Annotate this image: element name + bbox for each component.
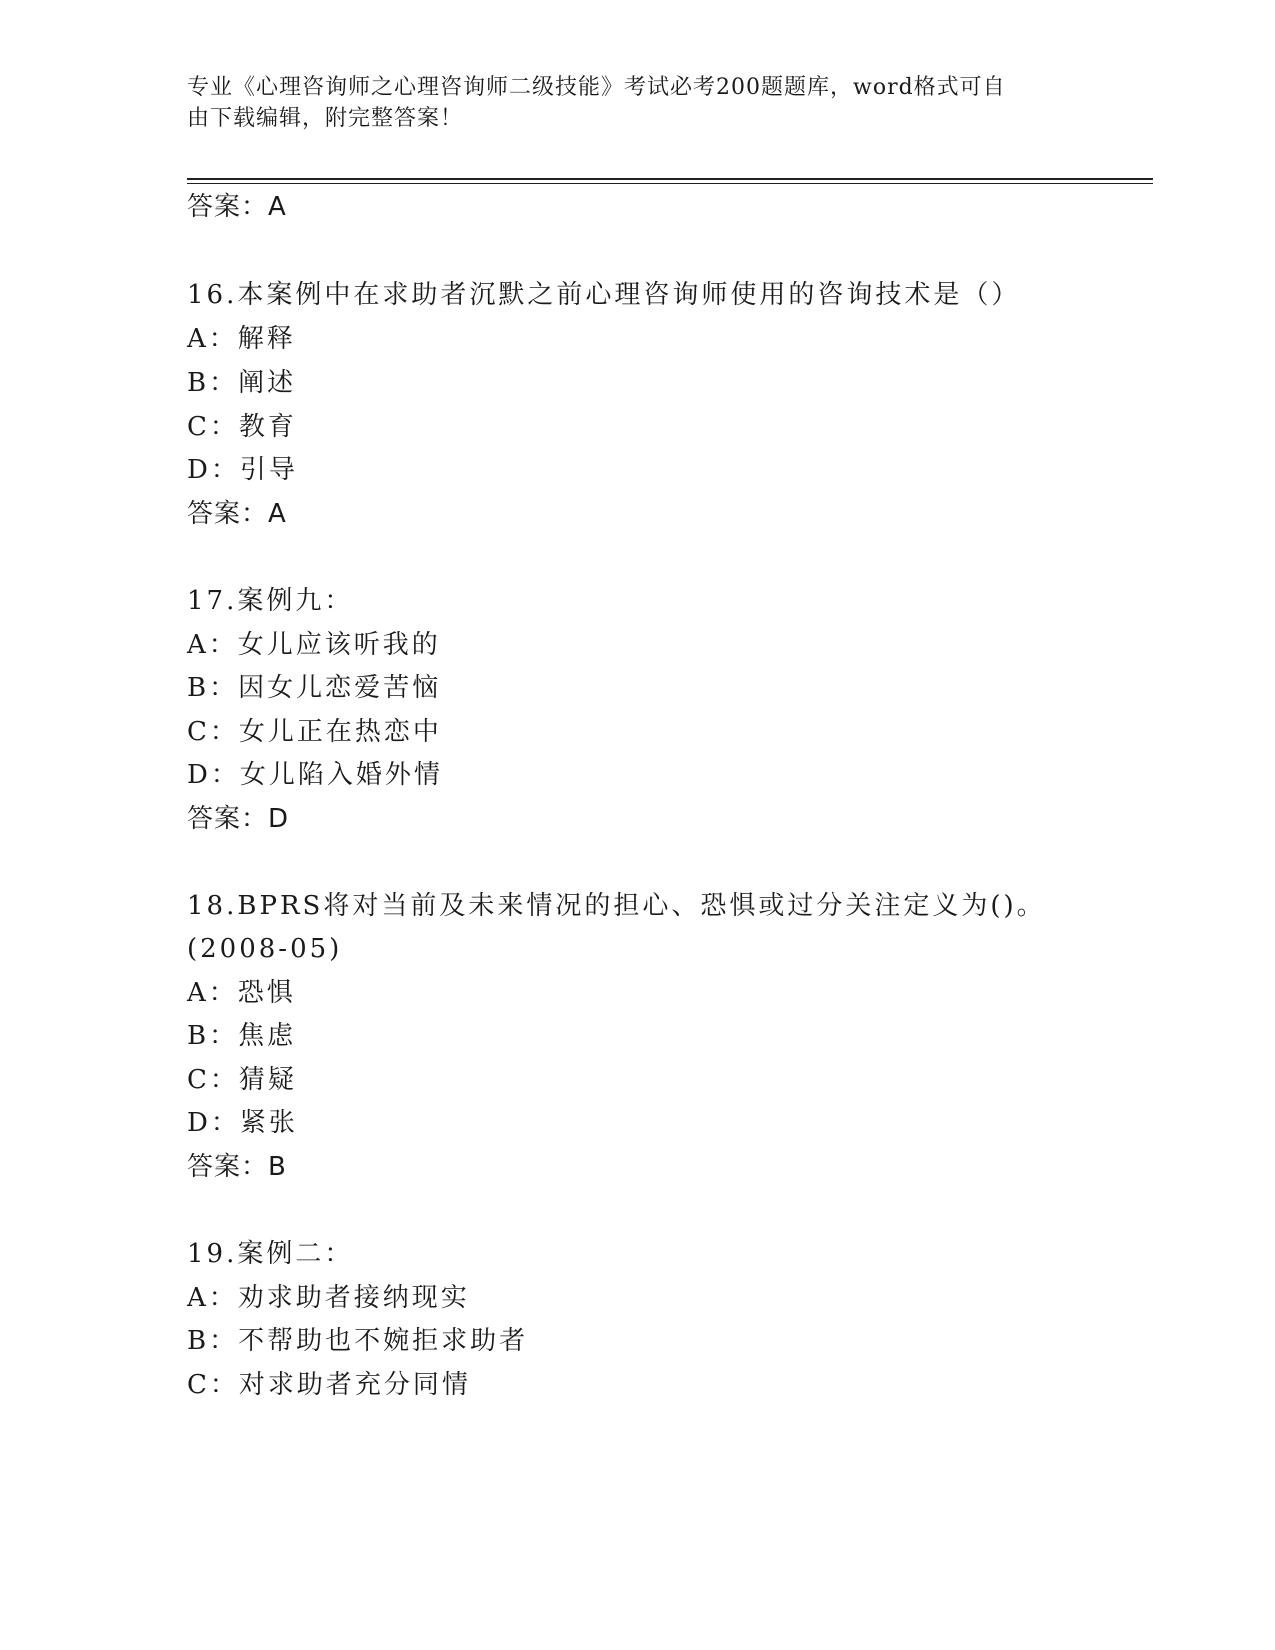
question-17-stem: 17.案例九： xyxy=(187,586,354,616)
question-18-option-d: D：紧张 xyxy=(187,1108,298,1138)
question-16-option-a: A：解释 xyxy=(187,324,296,354)
document-header xyxy=(187,72,1067,134)
header-rule-thin xyxy=(187,183,1153,184)
question-19-option-c: C：对求助者充分同情 xyxy=(187,1370,471,1400)
question-17-option-d: D：女儿陷入婚外情 xyxy=(187,760,443,790)
question-18-answer: 答案：B xyxy=(187,1152,287,1182)
question-17-option-c: C：女儿正在热恋中 xyxy=(187,717,442,747)
header-line-2: 由下载编辑，附完整答案！ xyxy=(187,106,464,131)
header-rule xyxy=(187,178,1153,180)
question-16-option-b: B：阐述 xyxy=(187,368,297,398)
question-17-answer: 答案：D xyxy=(187,804,290,834)
question-16-option-d: D：引导 xyxy=(187,455,298,485)
question-19-stem: 19.案例二： xyxy=(187,1239,354,1269)
question-18-option-c: C：猜疑 xyxy=(187,1065,297,1095)
question-18-option-a: A：恐惧 xyxy=(187,978,296,1008)
question-17-option-b: B：因女儿恋爱苦恼 xyxy=(187,673,442,703)
header-line-1: 专业《心理咨询师之心理咨询师二级技能》考试必考200题题库，word格式可自 xyxy=(187,75,1006,100)
question-16-answer: 答案：A xyxy=(187,499,287,529)
question-18-stem-continued: (2008-05) xyxy=(187,934,343,964)
question-19-option-b: B：不帮助也不婉拒求助者 xyxy=(187,1326,529,1356)
question-19-option-a: A：劝求助者接纳现实 xyxy=(187,1283,470,1313)
question-16-stem: 16.本案例中在求助者沉默之前心理咨询师使用的咨询技术是（） xyxy=(187,280,1021,310)
question-17-option-a: A：女儿应该听我的 xyxy=(187,630,441,660)
question-18-option-b: B：焦虑 xyxy=(187,1021,297,1051)
question-18-stem: 18.BPRS将对当前及未来情况的担心、恐惧或过分关注定义为()。 xyxy=(187,891,1046,921)
answer-15: 答案：A xyxy=(187,192,287,222)
question-16-option-c: C：教育 xyxy=(187,412,297,442)
